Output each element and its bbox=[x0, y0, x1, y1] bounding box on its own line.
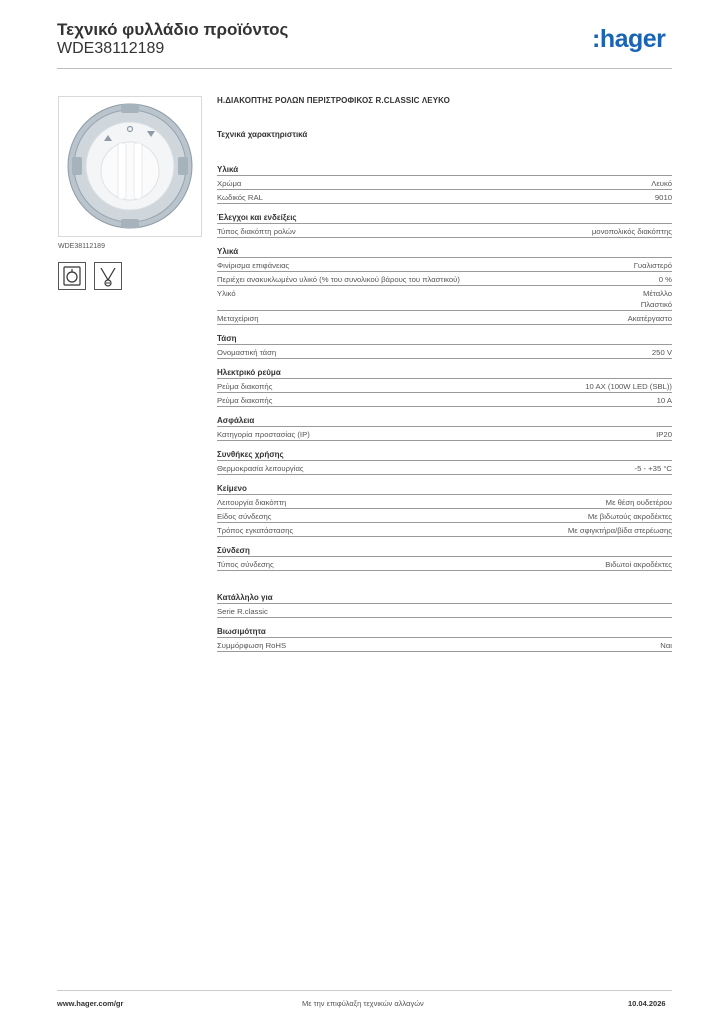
spec-value bbox=[656, 429, 672, 440]
spec-value-line: IP20 bbox=[656, 430, 672, 439]
product-image bbox=[58, 96, 202, 237]
spec-label: Κατηγορία προστασίας (IP) bbox=[217, 430, 310, 439]
spec-value-line: Λευκό bbox=[651, 179, 672, 188]
spec-label: Ρεύμα διακοπής bbox=[217, 396, 273, 405]
spec-section bbox=[217, 246, 672, 325]
spec-value-line: 9010 bbox=[654, 193, 672, 202]
spec-value bbox=[634, 260, 672, 271]
product-title: Η.ΔΙΑΚΟΠΤΗΣ ΡΟΛΩΝ ΠΕΡΙΣΤΡΟΦΙΚΟΣ R.CLASSIC ΛΕΥΚΟ bbox=[217, 96, 450, 105]
document-title: Τεχνικό φυλλάδιο προϊόντος bbox=[57, 20, 289, 39]
spec-label: Τύπος διακόπτη ρολών bbox=[217, 227, 296, 236]
spec-value-line: Ναι bbox=[660, 641, 672, 650]
spec-value-line: Γυαλιστερό bbox=[633, 261, 672, 270]
spec-value bbox=[655, 192, 672, 203]
spec-label: Υλικό bbox=[217, 289, 236, 298]
spec-value-line: Με σφιγκτήρα/βίδα στερέωσης bbox=[567, 526, 672, 535]
spec-label: Τρόπος εγκατάστασης bbox=[217, 526, 294, 535]
screw-terminal-icon bbox=[94, 262, 122, 290]
spec-row bbox=[217, 508, 672, 522]
spec-label: Κωδικός RAL bbox=[217, 193, 263, 202]
spec-value-line: Με θέση ουδετέρου bbox=[605, 498, 672, 507]
spec-value bbox=[657, 395, 672, 406]
spec-value-line: Μέταλλο bbox=[642, 289, 672, 298]
spec-value bbox=[628, 313, 672, 324]
footer-website-link[interactable]: www.hager.com/gr bbox=[57, 999, 124, 1008]
spec-value bbox=[641, 288, 672, 310]
spec-value bbox=[588, 511, 672, 522]
spec-label: Θερμοκρασία λειτουργίας bbox=[217, 464, 304, 473]
spec-row bbox=[217, 310, 672, 325]
spec-row bbox=[217, 175, 672, 189]
spec-value-line: 0 % bbox=[658, 275, 672, 284]
spec-value bbox=[635, 463, 672, 474]
spec-section-title: Έλεγχοι και ενδείξεις bbox=[217, 213, 297, 222]
spec-section bbox=[217, 367, 672, 407]
spec-value-line: Πλαστικό bbox=[640, 300, 672, 309]
spec-label: Λειτουργία διακόπτη bbox=[217, 498, 287, 507]
spec-label: Περιέχει ανακυκλωμένο υλικό (% του συνολικού βάρους του πλαστικού) bbox=[217, 275, 460, 284]
spec-section-title: Κείμενο bbox=[217, 484, 247, 493]
spec-value bbox=[651, 178, 672, 189]
footer-disclaimer: Με την επιφύλαξη τεχνικών αλλαγών bbox=[302, 999, 424, 1008]
spec-section bbox=[217, 545, 672, 571]
image-caption-code: WDE38112189 bbox=[58, 243, 105, 250]
footer-divider bbox=[57, 990, 672, 991]
spec-value-line: 10 AX (100W LED (SBL)) bbox=[585, 382, 672, 391]
spec-section bbox=[217, 483, 672, 537]
spec-section-title: Ηλεκτρικό ρεύμα bbox=[217, 368, 281, 377]
spec-row bbox=[217, 189, 672, 204]
spec-row bbox=[217, 271, 672, 285]
technical-features-heading: Τεχνικά χαρακτηριστικά bbox=[217, 130, 308, 139]
spec-value-line: Με βιδωτούς ακροδέκτες bbox=[587, 512, 672, 521]
rotary-switch-icon bbox=[58, 262, 86, 290]
header-divider bbox=[57, 68, 672, 69]
spec-label: Ρεύμα διακοπής bbox=[217, 382, 273, 391]
spec-row bbox=[217, 556, 672, 571]
spec-section bbox=[217, 626, 672, 652]
spec-section-title: Βιωσιμότητα bbox=[217, 627, 266, 636]
spec-row bbox=[217, 460, 672, 475]
spec-label: Serie R.classic bbox=[217, 607, 268, 616]
spec-row bbox=[217, 494, 672, 508]
spec-section bbox=[217, 212, 672, 238]
spec-section-title: Κατάλληλο για bbox=[217, 593, 273, 602]
document-product-code: WDE38112189 bbox=[57, 40, 165, 57]
spec-value bbox=[605, 559, 672, 570]
specifications-table bbox=[217, 156, 672, 652]
spec-value bbox=[592, 226, 672, 237]
spec-row bbox=[217, 223, 672, 238]
spec-row bbox=[217, 285, 672, 310]
spec-value-line: Ακατέργαστο bbox=[627, 314, 672, 323]
spec-section-title: Ασφάλεια bbox=[217, 416, 255, 425]
spec-label: Είδος σύνδεσης bbox=[217, 512, 272, 521]
spec-row bbox=[217, 637, 672, 652]
spec-row bbox=[217, 344, 672, 359]
spec-section bbox=[217, 449, 672, 475]
footer-date: 10.04.2026 bbox=[628, 999, 666, 1008]
spec-section-title: Υλικά bbox=[217, 247, 239, 256]
spec-row bbox=[217, 426, 672, 441]
spec-value-line: 10 A bbox=[656, 396, 672, 405]
spec-value bbox=[606, 497, 672, 508]
spec-value bbox=[568, 525, 672, 536]
spec-row bbox=[217, 522, 672, 537]
spec-section bbox=[217, 164, 672, 204]
spec-section bbox=[217, 415, 672, 441]
spec-section-title: Υλικά bbox=[217, 165, 239, 174]
spec-value-line: 250 V bbox=[651, 348, 672, 357]
spec-section bbox=[217, 333, 672, 359]
spec-row bbox=[217, 257, 672, 271]
spec-row bbox=[217, 392, 672, 407]
spec-value bbox=[585, 381, 672, 392]
spec-label: Τύπος σύνδεσης bbox=[217, 560, 274, 569]
spec-label: Συμμόρφωση RoHS bbox=[217, 641, 287, 650]
spec-label: Μεταχείριση bbox=[217, 314, 259, 323]
spec-section bbox=[217, 592, 672, 618]
spec-value-line: Βιδωτοί ακροδέκτες bbox=[605, 560, 672, 569]
spec-value bbox=[652, 347, 672, 358]
spec-label: Ονομαστική τάση bbox=[217, 348, 277, 357]
spec-value-line: -5 - +35 °C bbox=[634, 464, 672, 473]
hager-logo bbox=[592, 25, 676, 59]
spec-label: Φινίρισμα επιφάνειας bbox=[217, 261, 290, 270]
spec-section-title: Σύνδεση bbox=[217, 546, 250, 555]
spec-row bbox=[217, 378, 672, 392]
spec-row bbox=[217, 603, 672, 618]
spec-value-line: μονοπολικός διακόπτης bbox=[591, 227, 672, 236]
svg-text::hager: :hager bbox=[592, 25, 666, 53]
spec-section-title: Τάση bbox=[217, 334, 237, 343]
spec-section-title: Συνθήκες χρήσης bbox=[217, 450, 284, 459]
spec-value bbox=[659, 274, 672, 285]
spec-label: Χρώμα bbox=[217, 179, 242, 188]
spec-value bbox=[660, 640, 672, 651]
